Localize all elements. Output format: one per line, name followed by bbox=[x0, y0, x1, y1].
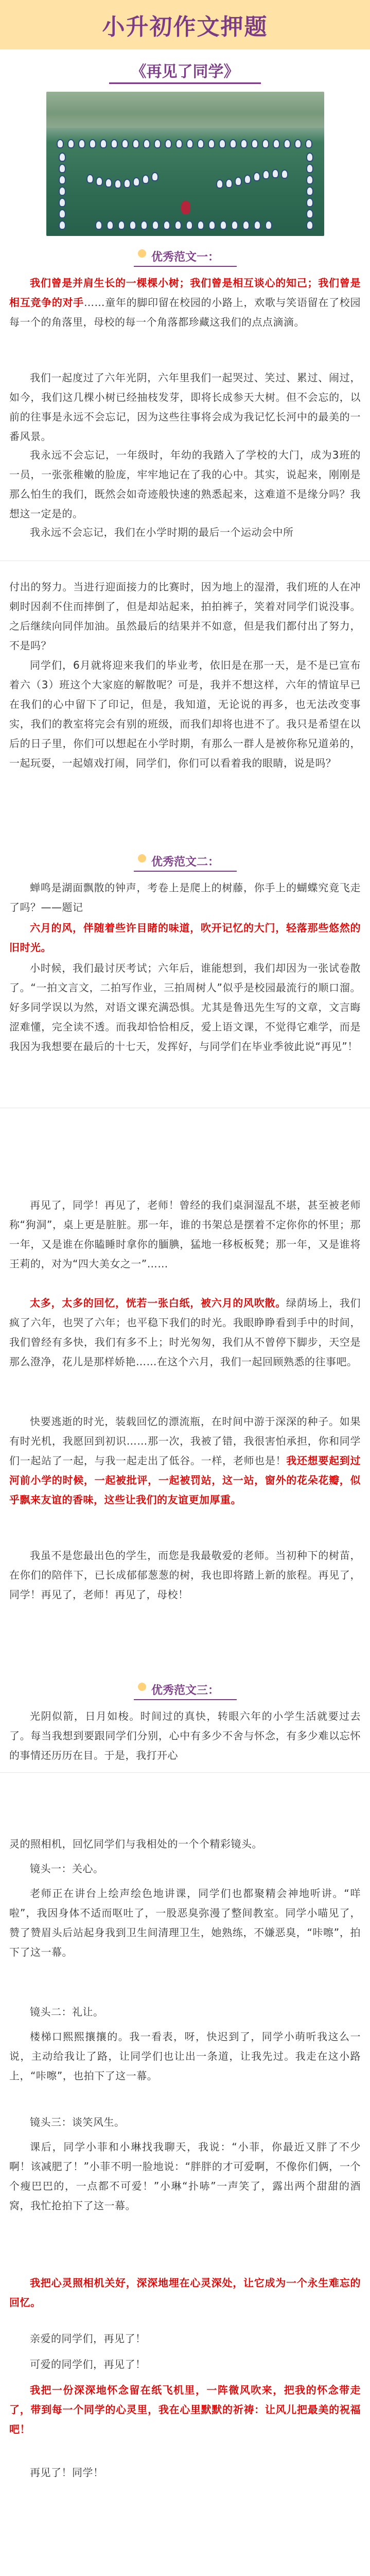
page-title: 小升初作文押题 bbox=[102, 14, 268, 40]
s1-p5 bbox=[9, 577, 361, 655]
student-figure bbox=[284, 139, 291, 148]
s1-p2 bbox=[9, 368, 361, 446]
s2-p5 bbox=[9, 1293, 361, 1371]
s1-p6-text: 同学们，6月就将迎来我们的毕业考，依旧是在那一天，是不是已宣布着六（3）班这个大家庭的解散呢？可是，我并不想这样，六年的情谊早已在我们的心中留下了印记，但是，我知道，无论说的再多，也无法改变事实，我们的教室将完会有别的班级，而我们却将也进不了。我只是希望在以后的日子里，你们可以想起在小学时期，有那么一群人是被你称兄道弟的，一起玩耍，一起嬉戏打闹，同学们，你们可以看着我的眼睛，说是吗？ bbox=[9, 659, 361, 769]
student-figure bbox=[306, 164, 313, 173]
student-figure bbox=[59, 198, 66, 207]
s2-p1 bbox=[9, 878, 361, 917]
s3-p9-red: 我把心灵照相机关好，深深地埋在心灵深处，让它成为一个永生难忘的回忆。 bbox=[9, 2277, 361, 2309]
s3-p11-text: 可爱的同学们，再见了！ bbox=[30, 2358, 146, 2370]
student-figure bbox=[105, 178, 112, 188]
subtitle: 《再见了同学》 bbox=[131, 63, 239, 81]
s1-p2-text: 我们一起度过了六年光阴，六年里我们一起哭过、笑过、累过、闹过，如今，我们这几棵小树已经抽枝发芽，即将长成参天大树。但不会忘的，以前的往事是永远不会忘记，因为这些往事将会成为我记忆长河中的最美的一番风景。 bbox=[9, 371, 361, 443]
s2-p4 bbox=[9, 1195, 361, 1274]
s3-p4 bbox=[9, 1884, 361, 1962]
page-gap-3 bbox=[0, 1772, 370, 1773]
student-figure bbox=[251, 139, 258, 148]
student-figure bbox=[231, 221, 238, 230]
student-figure bbox=[96, 177, 103, 186]
student-figure bbox=[208, 139, 215, 148]
student-figure bbox=[140, 221, 148, 230]
student-figure bbox=[95, 221, 102, 230]
s3-p7 bbox=[9, 2112, 361, 2132]
student-figure bbox=[306, 187, 313, 196]
student-figure bbox=[59, 187, 66, 196]
student-figure bbox=[154, 139, 161, 148]
s1-p1-red: 我们曾是并肩生长的一棵棵小树；我们曾是相互谈心的知己；我们曾是相互竞争的对手 bbox=[9, 277, 361, 309]
teacher-figure bbox=[181, 201, 190, 214]
student-figure bbox=[89, 139, 96, 148]
s1-p3-text: 我永远不会忘记，一年级时，年幼的我踏入了学校的大门，成为3班的一员，一张张稚嫩的脸庞，牢牢地记在了我的心中。其实，说起来，刚刚是那么怕生的我们，既然会如奇迹般快速的熟悉起来，这难道不是缘分吗？我想这一定是的。 bbox=[9, 449, 361, 520]
student-figure bbox=[111, 139, 118, 148]
s2-p3-text: 小时候，我们最讨厌考试；六年后，谁能想到，我们却因为一张试卷散了。“一拍文言文，二拍写作业，三拍周树人”似乎是校园最流行的顺口溜。好多同学误以为然，对语文课充满恐惧。尤其是鲁迅先生写的文章，文言晦涩难懂，完全读不透。而我却恰恰相反，爱上语文课，不觉得它难学，而是我因为我想要在最后的十七天，发挥好，与同学们在毕业季彼此说“再见”！ bbox=[9, 962, 361, 1053]
student-figure bbox=[306, 221, 313, 230]
s2-p2-red: 六月的风，伴随着些许目睹的味道，吹开记忆的大门，轻落那些悠然的旧时光。 bbox=[9, 922, 361, 954]
s3-p12-red: 我把一份深深地怀念留在纸飞机里，一阵微风吹来，把我的怀念带走了，带到每一个同学的心灵里，我在心里默默的祈祷：让风儿把最美的祝福吧！ bbox=[9, 2384, 361, 2435]
s3-p8-text: 课后，同学小菲和小琳找我聊天，我说：“小菲，你最近又胖了不少啊！该减肥了！”小菲不明一脸地说：“胖胖的才可爱啊，不像你们俩，一个个瘦巴巴的，一点都不可爱！”小琳“扑哧”一声笑了，露出两个甜甜的酒窝，我忙抢拍下了这一幕。 bbox=[9, 2141, 361, 2212]
s1-p1-text: ……童年的脚印留在校园的小路上，欢歌与笑语留在了校园每一个的角落里，母校的每一个角落都珍藏这我们的点点滴滴。 bbox=[9, 296, 361, 328]
section-label-text: 优秀范文三： bbox=[151, 1684, 219, 1697]
s2-p3 bbox=[9, 958, 361, 1056]
student-figure bbox=[57, 139, 64, 148]
student-figure bbox=[216, 179, 223, 189]
s1-p6 bbox=[9, 655, 361, 773]
student-figure bbox=[152, 221, 159, 230]
s2-p1-text: 蝉鸣是湖面飘散的钟声，考卷上是爬上的树藤，你手上的蝴蝶究竟飞走了吗？——题记 bbox=[9, 882, 361, 913]
student-figure bbox=[132, 139, 139, 148]
student-figure bbox=[186, 139, 193, 148]
student-figure bbox=[197, 221, 204, 230]
student-figure bbox=[244, 175, 251, 184]
student-figure bbox=[59, 221, 66, 230]
student-figure bbox=[230, 139, 237, 148]
student-figure bbox=[124, 179, 131, 188]
student-figure bbox=[175, 139, 183, 148]
s2-p4-text: 再见了，同学！再见了，老师！曾经的我们桌洞湿乱不堪，甚至被老师称“狗洞”，桌上更是脏脏。那一年，谁的书架总是摆着不定你你的怀里；那一年，又是谁在你瞌睡时拿你的腼腆，猛地一移板板凳；那一年，又是谁将王莉的，对为“四大美女之一”…… bbox=[9, 1199, 361, 1270]
student-figure bbox=[306, 198, 313, 207]
student-figure bbox=[59, 209, 66, 218]
student-figure bbox=[151, 172, 158, 181]
s2-p6-red: 我还想要起到过河前小学的时候，一起被批评，一起被罚站，这一站，窗外的花朵花瓣，似乎飘来友谊的香味，这些让我们的友谊更加厚重。 bbox=[9, 1454, 361, 1506]
student-figure bbox=[118, 221, 125, 230]
trees bbox=[46, 92, 324, 128]
student-figure bbox=[306, 175, 313, 184]
s1-p4 bbox=[9, 522, 361, 542]
student-figure bbox=[165, 139, 172, 148]
s2-p2 bbox=[9, 918, 361, 957]
student-figure bbox=[67, 139, 75, 148]
student-figure bbox=[306, 209, 313, 218]
s3-p10-text: 亲爱的同学们，再见了！ bbox=[30, 2332, 146, 2345]
student-figure bbox=[78, 139, 85, 148]
section-label-text: 优秀范文一： bbox=[151, 250, 219, 264]
student-figure bbox=[129, 221, 136, 230]
student-figure bbox=[253, 172, 260, 181]
student-figure bbox=[174, 221, 182, 230]
section-label-1 bbox=[134, 246, 237, 267]
s3-p4-text: 老师正在讲台上绘声绘色地讲课，同学们也都聚精会神地听讲。“咩啦”，我因身体不适而呕吐了，一股恶臭弥漫了整间教室。同学小喵见了，赞了赞眉头后站起身我到卫生间清理卫生，她熟练，不嫌恶臭，“咔嚓”，拍下了这一幕。 bbox=[9, 1887, 361, 1958]
student-figure bbox=[219, 139, 226, 148]
student-figure bbox=[114, 179, 121, 189]
student-figure bbox=[281, 170, 288, 179]
student-figure bbox=[225, 179, 233, 188]
student-figure bbox=[59, 152, 66, 162]
student-figure bbox=[143, 139, 150, 148]
s3-p8 bbox=[9, 2137, 361, 2215]
s3-p9 bbox=[9, 2273, 361, 2312]
s3-p6-text: 楼梯口熙熙攘攘的。我一看表，呀，快迟到了，同学小萌听我这么一说，主动给我让了路，让同学们也让出一条道，让我先过。我走在这小路上，“咔嚓”，也拍下了这一幕。 bbox=[9, 2030, 361, 2082]
subtitle-underline bbox=[109, 82, 261, 84]
s3-p13-text: 再见了！同学！ bbox=[30, 2466, 104, 2479]
student-figure bbox=[163, 221, 170, 230]
section-label-3 bbox=[134, 1680, 237, 1700]
s3-p1 bbox=[9, 1706, 361, 1765]
s1-p4-text: 我永远不会忘记，我们在小学时期的最后一个运动会中所 bbox=[30, 526, 294, 538]
subtitle-wrap bbox=[0, 55, 370, 86]
s1-p1 bbox=[9, 273, 361, 332]
s3-p12 bbox=[9, 2380, 361, 2439]
student-figure bbox=[273, 139, 280, 148]
s2-p5-red: 太多，太多的回忆，恍若一张白纸，被六月的风吹散。 bbox=[30, 1297, 286, 1309]
s3-p3-text: 镜头一：关心。 bbox=[30, 1862, 104, 1875]
student-figure bbox=[254, 221, 261, 230]
student-figure bbox=[240, 139, 248, 148]
section-label-text: 优秀范文二： bbox=[151, 855, 219, 869]
s3-p11 bbox=[9, 2354, 361, 2374]
title-band bbox=[0, 0, 370, 49]
student-figure bbox=[121, 139, 129, 148]
decor-dot-icon bbox=[138, 1683, 146, 1691]
s2-p5-text: 绿荫场上，我们疯了六年，也哭了六年；也平稳下我们的时光。我眼睁睁看到手中的时间，我们曾经有多快，我们有多不上；时光匆匆，我们从不曾停下脚步，天空是那么澄净，花儿是那样娇艳……在这个六月，我们一起回顾熟悉的往事吧。 bbox=[9, 1297, 361, 1368]
student-figure bbox=[186, 221, 193, 230]
s3-p13 bbox=[9, 2463, 361, 2482]
s2-p6 bbox=[9, 1412, 361, 1510]
s3-p5 bbox=[9, 2002, 361, 2022]
student-figure bbox=[197, 139, 204, 148]
s3-p6 bbox=[9, 2027, 361, 2086]
student-figure bbox=[107, 221, 114, 230]
student-figure bbox=[100, 139, 107, 148]
s3-p5-text: 镜头二：礼让。 bbox=[30, 2006, 104, 2018]
s3-p2-text: 灵的照相机，回忆同学们与我相处的一个个精彩镜头。 bbox=[9, 1838, 262, 1850]
student-figure bbox=[208, 221, 216, 230]
student-figure bbox=[262, 139, 269, 148]
student-figure bbox=[235, 177, 242, 186]
student-figure bbox=[272, 169, 279, 178]
s3-p7-text: 镜头三：谈笑风生。 bbox=[30, 2116, 125, 2128]
s3-p1-text: 光阴似箭，日月如梭。时间过的真快，转眼六年的小学生活就要过去了。每当我想到要跟同学们分别，心中有多少不舍与怀念，有多少难以忘怀的事情还历历在目。于是，我打开心 bbox=[9, 1710, 361, 1761]
student-figure bbox=[133, 177, 140, 187]
class-photo bbox=[46, 92, 324, 236]
student-figure bbox=[306, 152, 313, 162]
s3-p10 bbox=[9, 2329, 361, 2348]
student-figure bbox=[242, 221, 250, 230]
s3-p3 bbox=[9, 1859, 361, 1878]
student-figure bbox=[59, 164, 66, 173]
student-figure bbox=[142, 175, 149, 184]
s1-p5-text: 付出的努力。当进行迎面接力的比赛时，因为地上的湿滑，我们班的人在冲刺时因刹不住而摔倒了，但是却站起来，拍拍裤子，笑着对同学们说没事。之后继续向同伴加油。虽然最后的结果并不如意，但是我们都付出了努力，不是吗？ bbox=[9, 581, 361, 652]
s2-p6-text: 快要逃逝的时光，装载回忆的漂流瓶，在时间中游于深深的种子。如果有时光机，我愿回到初识……那一次，我被了错，我很害怕承担，你和同学们一起站了一起，与我一起走出了低谷。一样，老师也是！ bbox=[9, 1415, 361, 1467]
student-figure bbox=[294, 139, 302, 148]
student-figure bbox=[305, 139, 312, 148]
section-label-2 bbox=[134, 851, 237, 872]
s3-p2 bbox=[9, 1834, 361, 1854]
decor-dot-icon bbox=[138, 854, 146, 862]
student-figure bbox=[59, 175, 66, 184]
student-figure bbox=[86, 174, 94, 183]
student-figure bbox=[262, 170, 270, 179]
s2-p7 bbox=[9, 1546, 361, 1604]
decor-dot-icon bbox=[138, 249, 146, 258]
student-figure bbox=[220, 221, 227, 230]
s1-p3 bbox=[9, 445, 361, 523]
student-figure bbox=[265, 221, 272, 230]
s2-p7-text: 我虽不是您最出色的学生，而您是我最敬爱的老师。当初种下的树苗，在你们的陪伴下，已长成郁郁葱葱的树，我也即将踏上新的旅程。再见了，同学！再见了，老师！再见了，母校！ bbox=[9, 1549, 361, 1601]
